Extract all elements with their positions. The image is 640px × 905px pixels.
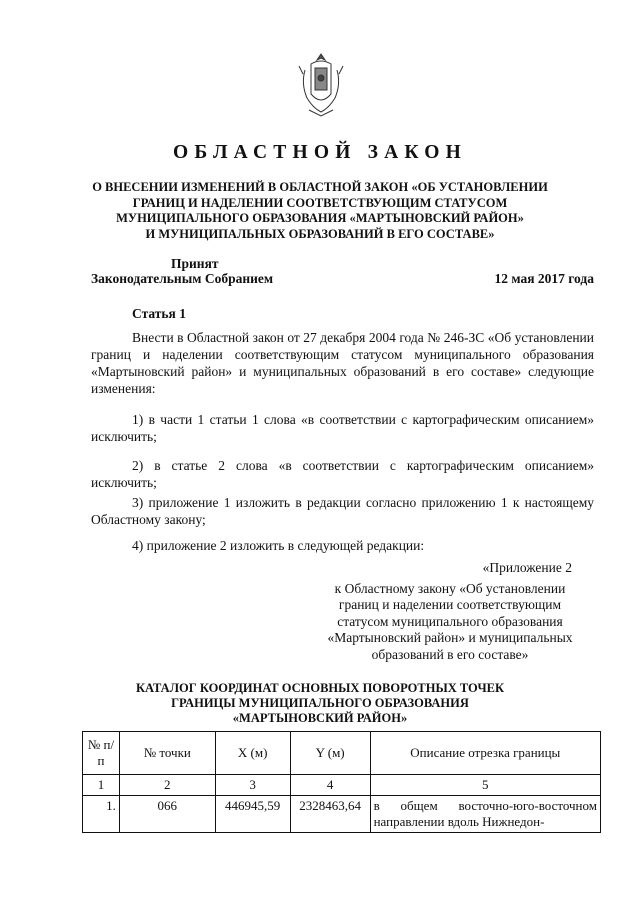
column-number: 4 [290, 775, 370, 796]
appendix-reference [300, 560, 600, 663]
column-number: 1 [83, 775, 120, 796]
x-coordinate: 446945,59 [215, 796, 290, 833]
appendix-title: «Приложение 2 [482, 560, 572, 575]
point-number: 066 [119, 796, 215, 833]
law-heading-line: МУНИЦИПАЛЬНОГО ОБРАЗОВАНИЯ «МАРТЫНОВСКИЙ РАЙОН» [116, 211, 524, 226]
appendix-line: к Областному закону «Об установлении [334, 580, 566, 596]
adopted-by: Законодательным Собранием [91, 271, 274, 286]
appendix-line: статусом муниципального образования [337, 613, 563, 629]
article-item-3: 3) приложение 1 изложить в редакции согласно приложению 1 к настоящему Областному закону; [91, 495, 594, 527]
segment-description: в общем восточно-юго-восточном направлении вдоль Нижнедон- [370, 796, 600, 833]
column-header: № п/п [83, 732, 120, 775]
law-heading-line: О ВНЕСЕНИИ ИЗМЕНЕНИЙ В ОБЛАСТНОЙ ЗАКОН «ОБ УСТАНОВЛЕНИИ [92, 180, 548, 194]
y-coordinate: 2328463,64 [290, 796, 370, 833]
catalog-title-line: ГРАНИЦЫ МУНИЦИПАЛЬНОГО ОБРАЗОВАНИЯ [171, 696, 469, 711]
law-heading-line: И МУНИЦИПАЛЬНЫХ ОБРАЗОВАНИЙ В ЕГО СОСТАВЕ» [145, 226, 495, 241]
article-title: Статья 1 [132, 306, 186, 321]
appendix-line: образований в его составе» [371, 646, 529, 662]
column-number: 5 [370, 775, 600, 796]
coat-of-arms-icon [297, 50, 345, 118]
appendix-line: «Мартыновский район» и муниципальных [327, 630, 573, 645]
catalog-title-line: «МАРТЫНОВСКИЙ РАЙОН» [232, 711, 408, 726]
column-header: № точки [119, 732, 215, 775]
row-number: 1. [83, 796, 120, 833]
article-item-4: 4) приложение 2 изложить в следующей редакции: [132, 538, 425, 553]
adoption-date: 12 мая 2017 года [494, 271, 594, 286]
law-heading-line: ГРАНИЦ И НАДЕЛЕНИИ СООТВЕТСТВУЮЩИМ СТАТУСОМ [132, 195, 508, 210]
catalog-title [80, 681, 560, 727]
table-numbering-row [83, 775, 601, 796]
coordinates-table [82, 731, 601, 833]
adoption-block [91, 256, 273, 286]
table-header-row [83, 732, 601, 775]
article-item-2: 2) в статье 2 слова «в соответствии с картографическим описанием» исключить; [91, 458, 594, 490]
law-heading [60, 180, 580, 242]
column-header: Описание отрезка границы [370, 732, 600, 775]
document-title: ОБЛАСТНОЙ ЗАКОН [172, 142, 468, 163]
appendix-line: границ и наделении соответствующим [338, 597, 562, 612]
column-header: X (м) [215, 732, 290, 775]
column-number: 3 [215, 775, 290, 796]
adopted-label: Принят [171, 256, 219, 271]
article-item-1: 1) в части 1 статьи 1 слова «в соответствии с картографическим описанием» исключить; [91, 412, 594, 444]
column-header: Y (м) [290, 732, 370, 775]
catalog-title-line: КАТАЛОГ КООРДИНАТ ОСНОВНЫХ ПОВОРОТНЫХ ТОЧЕК [135, 681, 505, 695]
table-row [83, 796, 601, 833]
column-number: 2 [119, 775, 215, 796]
article-intro: Внести в Областной закон от 27 декабря 2004 года № 246-ЗС «Об установлении границ и наделении соответствующим статусом муниципального образования «Мартыновский район» и муниципальных образований в его составе» следующие изменения: [91, 330, 594, 396]
